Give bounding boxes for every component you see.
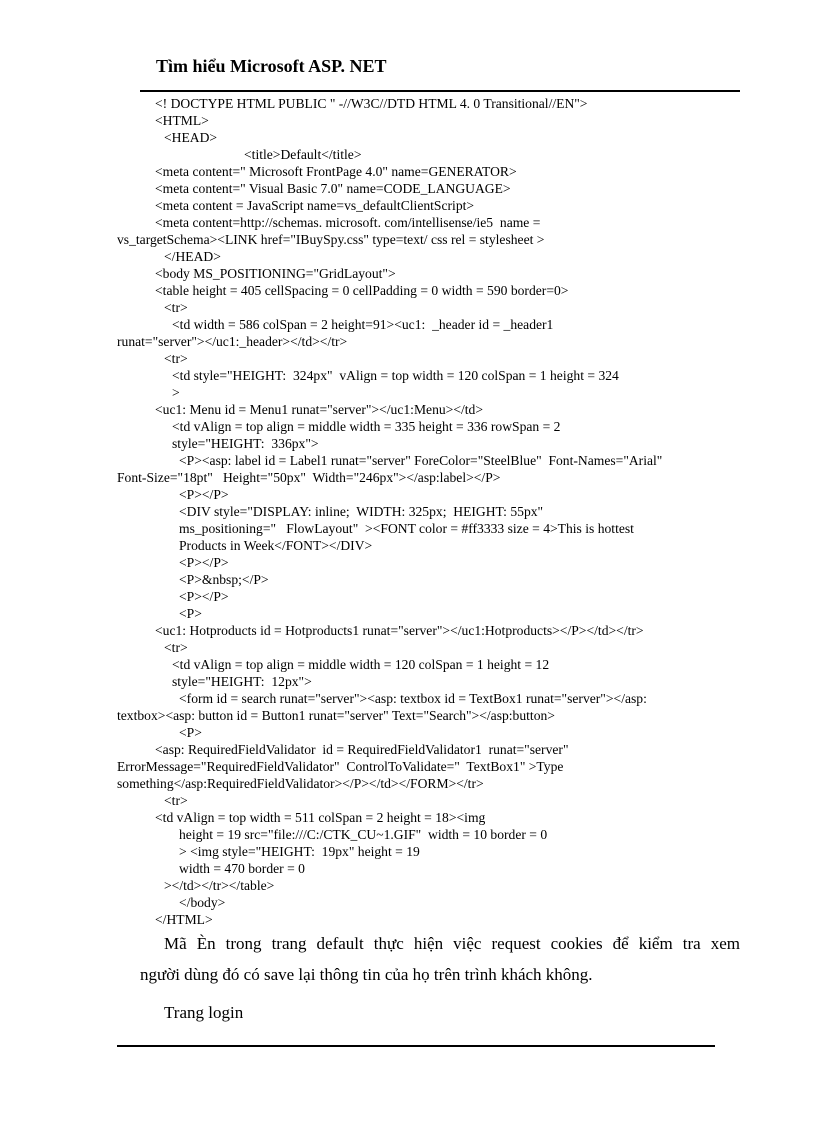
- body-paragraph-line: Mã Èn trong trang default thực hiện việc request cookies để kiểm tra xem: [164, 934, 740, 953]
- code-line: <td style="HEIGHT: 324px" vAlign = top width = 120 colSpan = 1 height = 324: [172, 368, 619, 383]
- code-line: <td vAlign = top align = middle width = 335 height = 336 rowSpan = 2: [172, 419, 561, 434]
- code-line: <tr>: [164, 640, 188, 655]
- code-line: <meta content=" Microsoft FrontPage 4.0" name=GENERATOR>: [155, 164, 517, 179]
- code-line: <P><asp: label id = Label1 runat="server" ForeColor="SteelBlue" Font-Names="Arial": [179, 453, 663, 468]
- code-line: <! DOCTYPE HTML PUBLIC " -//W3C//DTD HTML 4. 0 Transitional//EN">: [155, 96, 588, 111]
- code-line: <HTML>: [155, 113, 209, 128]
- code-line: <DIV style="DISPLAY: inline; WIDTH: 325px; HEIGHT: 55px": [179, 504, 544, 519]
- code-line: </HTML>: [155, 912, 213, 927]
- header-rule: [140, 90, 740, 92]
- code-line: <asp: RequiredFieldValidator id = RequiredFieldValidator1 runat="server": [155, 742, 569, 757]
- code-line: <uc1: Hotproducts id = Hotproducts1 runat="server"></uc1:Hotproducts></P></td></tr>: [155, 623, 644, 638]
- code-line: something</asp:RequiredFieldValidator></P></td></FORM></tr>: [117, 776, 484, 791]
- code-line: <P>: [179, 725, 202, 740]
- code-line: <P></P>: [179, 589, 229, 604]
- code-line: <tr>: [164, 351, 188, 366]
- code-line: <tr>: [164, 300, 188, 315]
- code-line: <P>&nbsp;</P>: [179, 572, 269, 587]
- code-line: <meta content=" Visual Basic 7.0" name=CODE_LANGUAGE>: [155, 181, 511, 196]
- code-line: Font-Size="18pt" Height="50px" Width="246px"></asp:label></P>: [117, 470, 501, 485]
- code-line: runat="server"></uc1:_header></td></tr>: [117, 334, 348, 349]
- code-line: <P></P>: [179, 555, 229, 570]
- code-line: height = 19 src="file:///C:/CTK_CU~1.GIF" width = 10 border = 0: [179, 827, 548, 842]
- code-line: <P></P>: [179, 487, 229, 502]
- code-line: > <img style="HEIGHT: 19px" height = 19: [179, 844, 420, 859]
- code-line: <tr>: [164, 793, 188, 808]
- code-line: <meta content=http://schemas. microsoft. com/intellisense/ie5 name =: [155, 215, 541, 230]
- code-line: width = 470 border = 0: [179, 861, 305, 876]
- code-line: </body>: [179, 895, 226, 910]
- code-line: <form id = search runat="server"><asp: textbox id = TextBox1 runat="server"></asp:: [179, 691, 647, 706]
- section-heading: Trang login: [164, 1003, 244, 1022]
- code-line: style="HEIGHT: 336px">: [172, 436, 319, 451]
- code-line: <uc1: Menu id = Menu1 runat="server"></uc1:Menu></td>: [155, 402, 484, 417]
- code-line: ErrorMessage="RequiredFieldValidator" ControlToValidate=" TextBox1" >Type: [117, 759, 564, 774]
- code-line: vs_targetSchema><LINK href="IBuySpy.css" type=text/ css rel = stylesheet >: [117, 232, 545, 247]
- code-line: <td width = 586 colSpan = 2 height=91><uc1: _header id = _header1: [172, 317, 554, 332]
- code-line: Products in Week</FONT></DIV>: [179, 538, 373, 553]
- code-line: <td vAlign = top width = 511 colSpan = 2 height = 18><img: [155, 810, 486, 825]
- code-line: ></td></tr></table>: [164, 878, 275, 893]
- code-line: <body MS_POSITIONING="GridLayout">: [155, 266, 396, 281]
- footer-rule: [117, 1045, 715, 1047]
- code-line: >: [172, 385, 180, 400]
- code-line: <P>: [179, 606, 202, 621]
- code-line: <meta content = JavaScript name=vs_defaultClientScript>: [155, 198, 475, 213]
- code-line: textbox><asp: button id = Button1 runat="server" Text="Search"></asp:button>: [117, 708, 555, 723]
- code-line: style="HEIGHT: 12px">: [172, 674, 312, 689]
- code-line: <HEAD>: [164, 130, 218, 145]
- body-paragraph-line: người dùng đó có save lại thông tin của họ trên trình khách không.: [140, 965, 593, 984]
- code-line: </HEAD>: [164, 249, 221, 264]
- code-line: <title>Default</title>: [244, 147, 362, 162]
- code-line: <table height = 405 cellSpacing = 0 cellPadding = 0 width = 590 border=0>: [155, 283, 569, 298]
- page-header-title: Tìm hiểu Microsoft ASP. NET: [156, 56, 387, 76]
- code-line: ms_positioning=" FlowLayout" ><FONT color = #ff3333 size = 4>This is hottest: [179, 521, 634, 536]
- code-line: <td vAlign = top align = middle width = 120 colSpan = 1 height = 12: [172, 657, 550, 672]
